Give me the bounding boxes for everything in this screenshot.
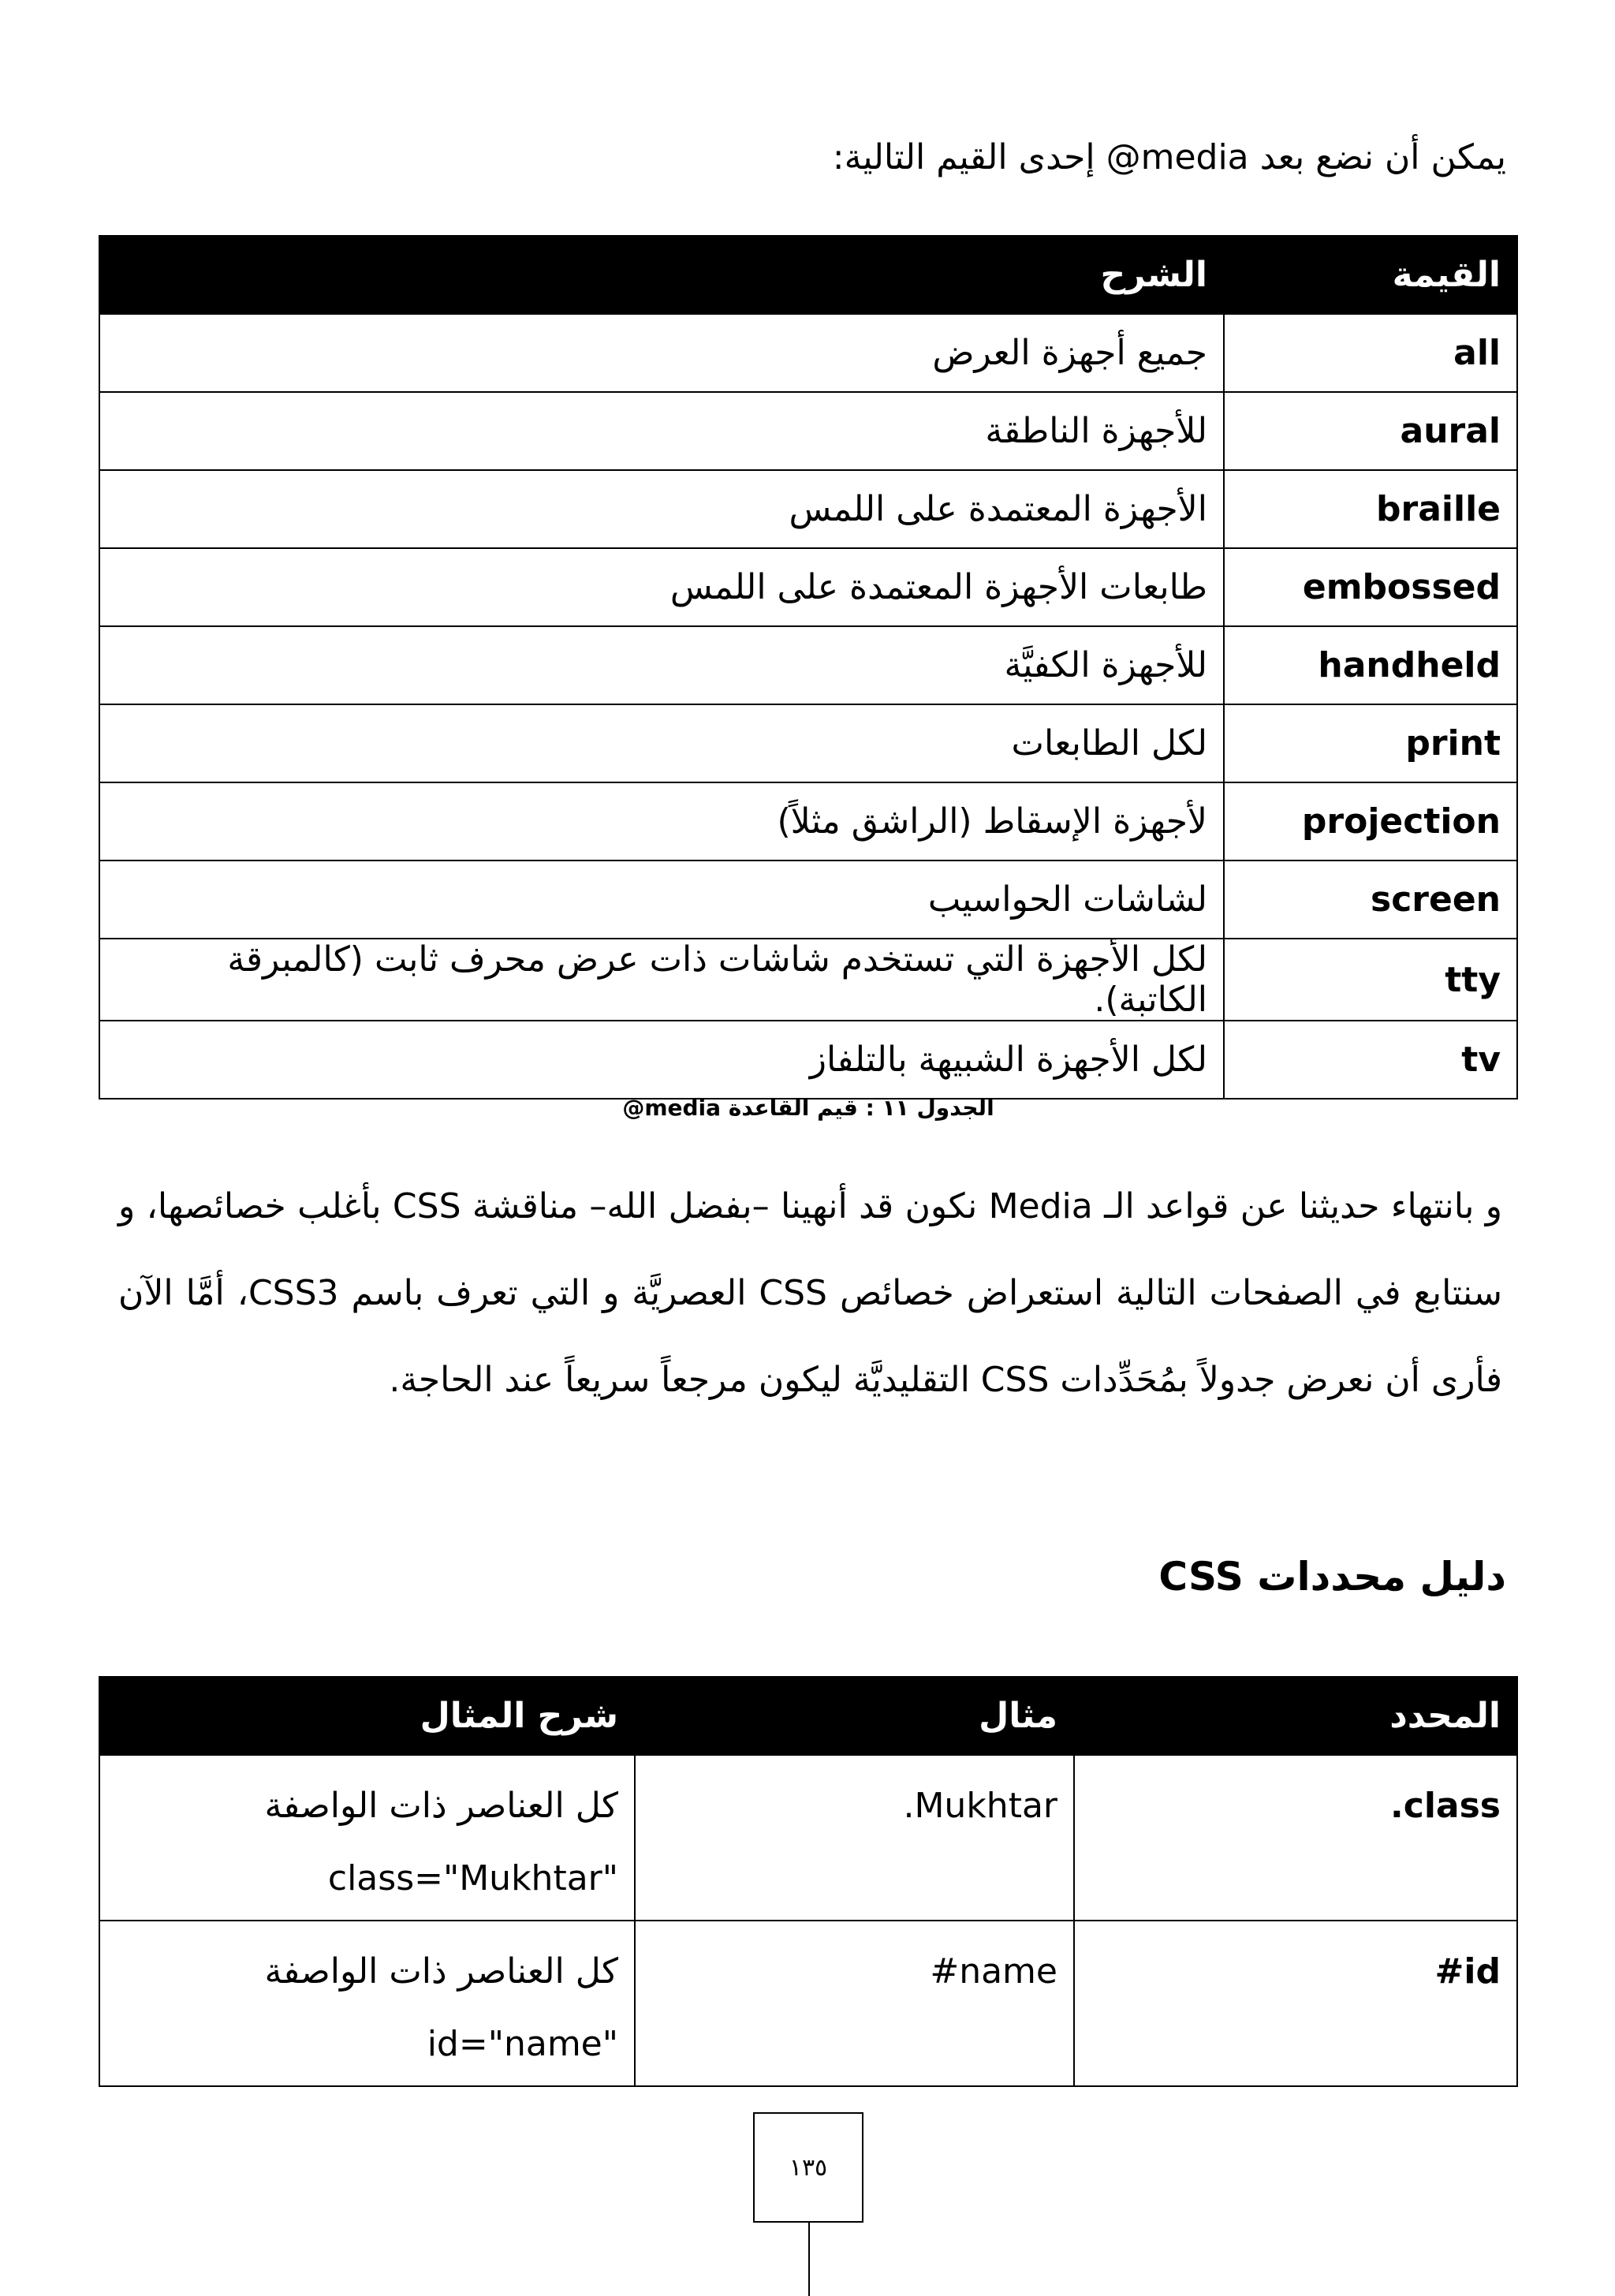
media-value: tty bbox=[1224, 939, 1517, 1021]
css-selectors-table bbox=[99, 1676, 1518, 2087]
table-row bbox=[99, 1921, 1517, 2086]
intro-text: يمكن أن نضع بعد media@ إحدى القيم التالية: bbox=[832, 137, 1506, 177]
example-cell: .Mukhtar bbox=[635, 1755, 1074, 1921]
table-row bbox=[99, 392, 1517, 470]
selector-cell: .class bbox=[1074, 1755, 1517, 1921]
table-row bbox=[99, 314, 1517, 392]
table-row bbox=[99, 939, 1517, 1021]
media-value: handheld bbox=[1224, 626, 1517, 704]
explanation-cell: كل العناصر ذات الواصفة "id="name bbox=[99, 1921, 635, 2086]
selector-cell: #id bbox=[1074, 1921, 1517, 2086]
media-value: braille bbox=[1224, 470, 1517, 548]
media-description: طابعات الأجهزة المعتمدة على اللمس bbox=[99, 548, 1224, 626]
media-description: لكل الأجهزة الشبيهة بالتلفاز bbox=[99, 1021, 1224, 1099]
page-number: ١٣٥ bbox=[789, 2153, 828, 2182]
media-description: لشاشات الحواسيب bbox=[99, 861, 1224, 939]
media-value: screen bbox=[1224, 861, 1517, 939]
table-row bbox=[99, 1755, 1517, 1921]
media-description: الأجهزة المعتمدة على اللمس bbox=[99, 470, 1224, 548]
explanation-cell: كل العناصر ذات الواصفة "class="Mukhtar bbox=[99, 1755, 635, 1921]
table-row bbox=[99, 704, 1517, 782]
media-value: projection bbox=[1224, 782, 1517, 861]
section-heading: دليل محددات CSS bbox=[1158, 1554, 1506, 1600]
media-value: aural bbox=[1224, 392, 1517, 470]
header-selector: المحدد bbox=[1074, 1677, 1517, 1755]
table-row bbox=[99, 1021, 1517, 1099]
header-explanation: شرح المثال bbox=[99, 1677, 635, 1755]
header-value: القيمة bbox=[1224, 236, 1517, 314]
table-row bbox=[99, 626, 1517, 704]
page-number-box bbox=[753, 2112, 863, 2223]
media-description: لكل الأجهزة التي تستخدم شاشات ذات عرض محرف ثابت (كالمبرقة الكاتبة). bbox=[99, 939, 1224, 1021]
media-description: جميع أجهزة العرض bbox=[99, 314, 1224, 392]
media-description: للأجهزة الكفيَّة bbox=[99, 626, 1224, 704]
header-description: الشرح bbox=[99, 236, 1224, 314]
media-value: tv bbox=[1224, 1021, 1517, 1099]
table-row bbox=[99, 861, 1517, 939]
page-number-stem bbox=[808, 2223, 810, 2296]
table-header-row bbox=[99, 236, 1517, 314]
table-row bbox=[99, 782, 1517, 861]
table-header-row bbox=[99, 1677, 1517, 1755]
media-values-table bbox=[99, 235, 1518, 1099]
media-value: embossed bbox=[1224, 548, 1517, 626]
media-description: لكل الطابعات bbox=[99, 704, 1224, 782]
table-caption: الجدول ١١ : قيم القاعدة media@ bbox=[622, 1095, 994, 1121]
table-row bbox=[99, 548, 1517, 626]
body-paragraph: و بانتهاء حديثنا عن قواعد الـ Media نكون قد أنهينا –بفضل الله– مناقشة CSS بأغلب خصائصها، و سنتابع في الصفحات التالية استعراض خصائص CSS العصريَّة و التي تعرف باسم CSS3، أمَّا الآن فأرى أن نعرض جدولاً بمُحَدِّدات CSS التقليديَّة ليكون مرجعاً سريعاً عند الحاجة. bbox=[118, 1186, 1503, 1400]
media-description: للأجهزة الناطقة bbox=[99, 392, 1224, 470]
media-value: all bbox=[1224, 314, 1517, 392]
media-description: لأجهزة الإسقاط (الراشق مثلاً) bbox=[99, 782, 1224, 861]
header-example: مثال bbox=[635, 1677, 1074, 1755]
example-cell: #name bbox=[635, 1921, 1074, 2086]
table-row bbox=[99, 470, 1517, 548]
media-value: print bbox=[1224, 704, 1517, 782]
